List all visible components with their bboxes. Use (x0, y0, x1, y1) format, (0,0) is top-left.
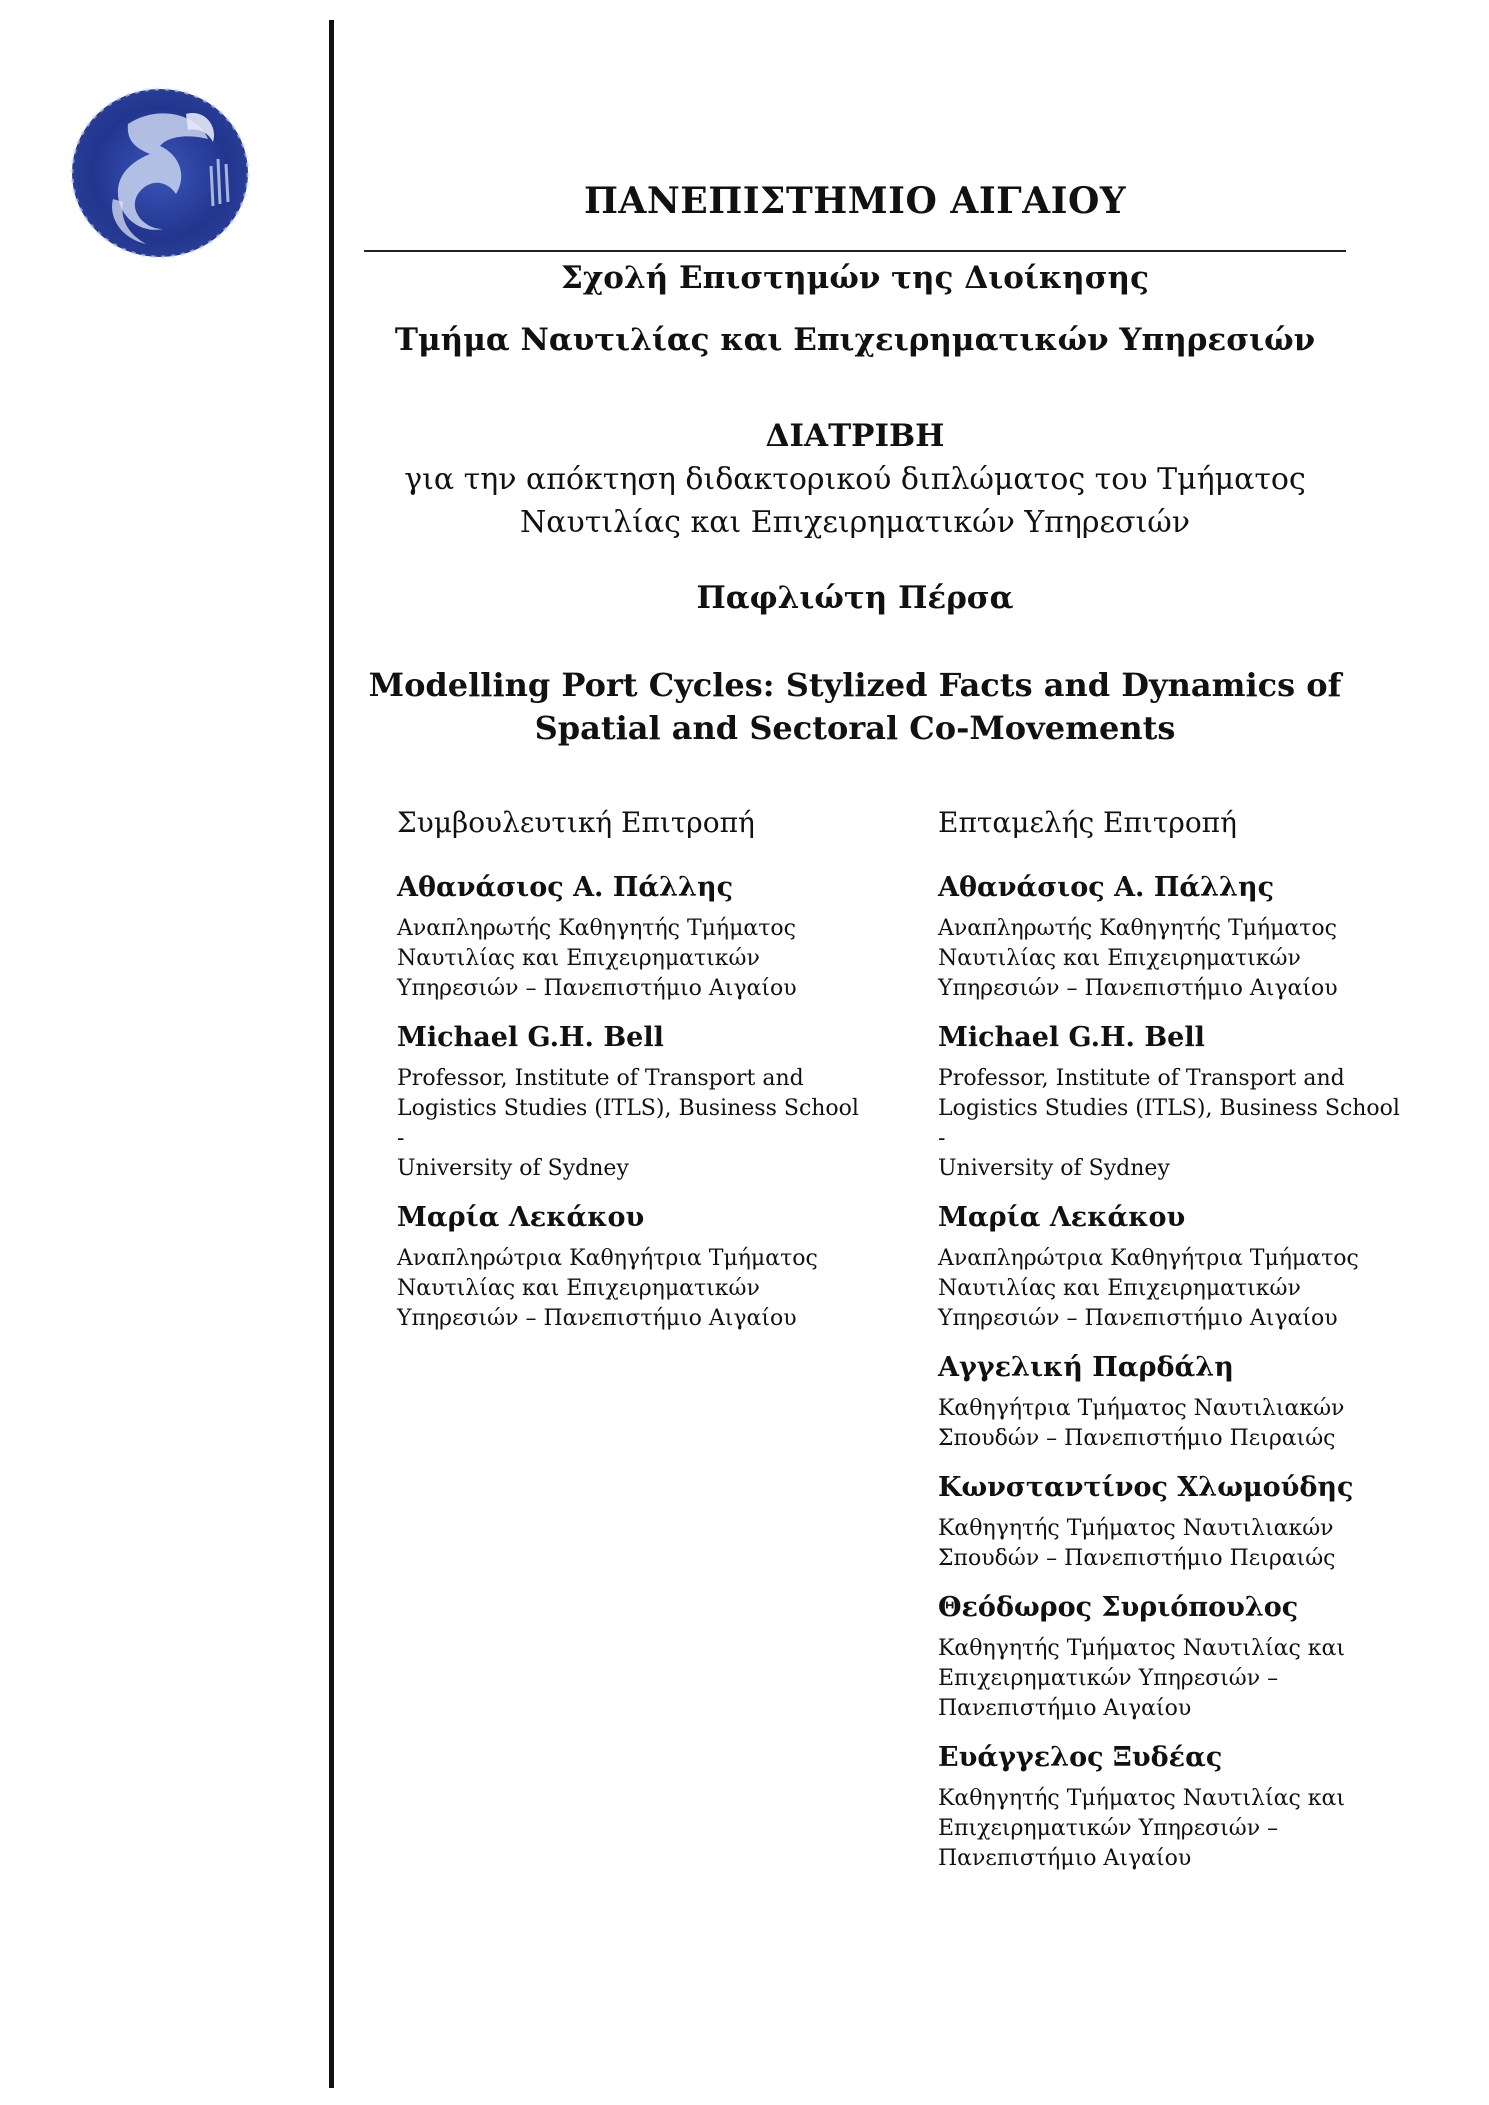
member-affiliation: Καθηγήτρια Τμήματος Ναυτιλιακών Σπουδών – Πανεπιστήμιο Πειραιώς (938, 1396, 1345, 1451)
committee-member (938, 1018, 1408, 1184)
member-name: Μαρία Λεκάκου (397, 1202, 645, 1233)
university-name: ΠΑΝΕΠΙΣΤΗΜΙΟ ΑΙΓΑΙΟΥ (583, 180, 1127, 222)
member-affiliation: Αναπληρωτής Καθηγητής Τμήματος Ναυτιλίας και Επιχειρηματικών Υπηρεσιών – Πανεπιστήμιο Αιγαίου (938, 916, 1338, 1001)
author-name: Παφλιώτη Πέρσα (696, 580, 1014, 616)
member-name: Θεόδωρος Συριόπουλος (938, 1592, 1299, 1623)
header-divider (364, 250, 1346, 252)
committee-member (938, 1198, 1408, 1334)
member-name: Αγγελική Παρδάλη (938, 1352, 1234, 1383)
advisory-committee-heading: Συμβουλευτική Επιτροπή (397, 806, 755, 839)
vertical-rule (329, 20, 334, 2088)
member-name: Ευάγγελος Ξυδέας (938, 1742, 1223, 1773)
member-affiliation: Καθηγητής Τμήματος Ναυτιλιακών Σπουδών – Πανεπιστήμιο Πειραιώς (938, 1516, 1336, 1571)
examination-committee (938, 806, 1408, 1888)
advisory-committee (397, 806, 867, 1348)
member-affiliation: Καθηγητής Τμήματος Ναυτιλίας και Επιχειρηματικών Υπηρεσιών – Πανεπιστήμιο Αιγαίου (938, 1636, 1345, 1721)
member-affiliation: Professor, Institute of Transport and Logistics Studies (ITLS), Business School - University of Sydney (397, 1066, 859, 1181)
member-name: Αθανάσιος Α. Πάλλης (397, 872, 734, 903)
committee-member (938, 1468, 1408, 1574)
committee-member (397, 868, 867, 1004)
thesis-title: Modelling Port Cycles: Stylized Facts and Dynamics of Spatial and Sectoral Co-Movements (368, 666, 1342, 747)
committee-member (397, 1198, 867, 1334)
committee-member (938, 868, 1408, 1004)
department-name: Τμήμα Ναυτιλίας και Επιχειρηματικών Υπηρεσιών (394, 322, 1316, 358)
member-name: Κωνσταντίνος Χλωμούδης (938, 1472, 1354, 1503)
member-name: Αθανάσιος Α. Πάλλης (938, 872, 1275, 903)
school-name: Σχολή Επιστημών της Διοίκησης (561, 260, 1149, 296)
examination-committee-heading: Επταμελής Επιτροπή (938, 806, 1237, 839)
committee-member (938, 1588, 1408, 1724)
member-name: Μαρία Λεκάκου (938, 1202, 1186, 1233)
member-affiliation: Καθηγητής Τμήματος Ναυτιλίας και Επιχειρηματικών Υπηρεσιών – Πανεπιστήμιο Αιγαίου (938, 1786, 1345, 1871)
committee-member (938, 1738, 1408, 1874)
committee-member (938, 1348, 1408, 1454)
thesis-label: ΔΙΑΤΡΙΒΗ (765, 418, 945, 454)
member-affiliation: Αναπληρώτρια Καθηγήτρια Τμήματος Ναυτιλίας και Επιχειρηματικών Υπηρεσιών – Πανεπιστήμιο Αιγαίου (938, 1246, 1359, 1331)
member-name: Michael G.H. Bell (938, 1022, 1205, 1053)
member-affiliation: Αναπληρωτής Καθηγητής Τμήματος Ναυτιλίας και Επιχειρηματικών Υπηρεσιών – Πανεπιστήμιο Αιγαίου (397, 916, 797, 1001)
member-affiliation: Professor, Institute of Transport and Logistics Studies (ITLS), Business School - University of Sydney (938, 1066, 1400, 1181)
member-name: Michael G.H. Bell (397, 1022, 664, 1053)
thesis-purpose: για την απόκτηση διδακτορικού διπλώματος του Τμήματος Ναυτιλίας και Επιχειρηματικών Υπηρεσιών (404, 462, 1306, 540)
university-seal-icon (68, 84, 252, 262)
member-affiliation: Αναπληρώτρια Καθηγήτρια Τμήματος Ναυτιλίας και Επιχειρηματικών Υπηρεσιών – Πανεπιστήμιο Αιγαίου (397, 1246, 818, 1331)
committee-member (397, 1018, 867, 1184)
